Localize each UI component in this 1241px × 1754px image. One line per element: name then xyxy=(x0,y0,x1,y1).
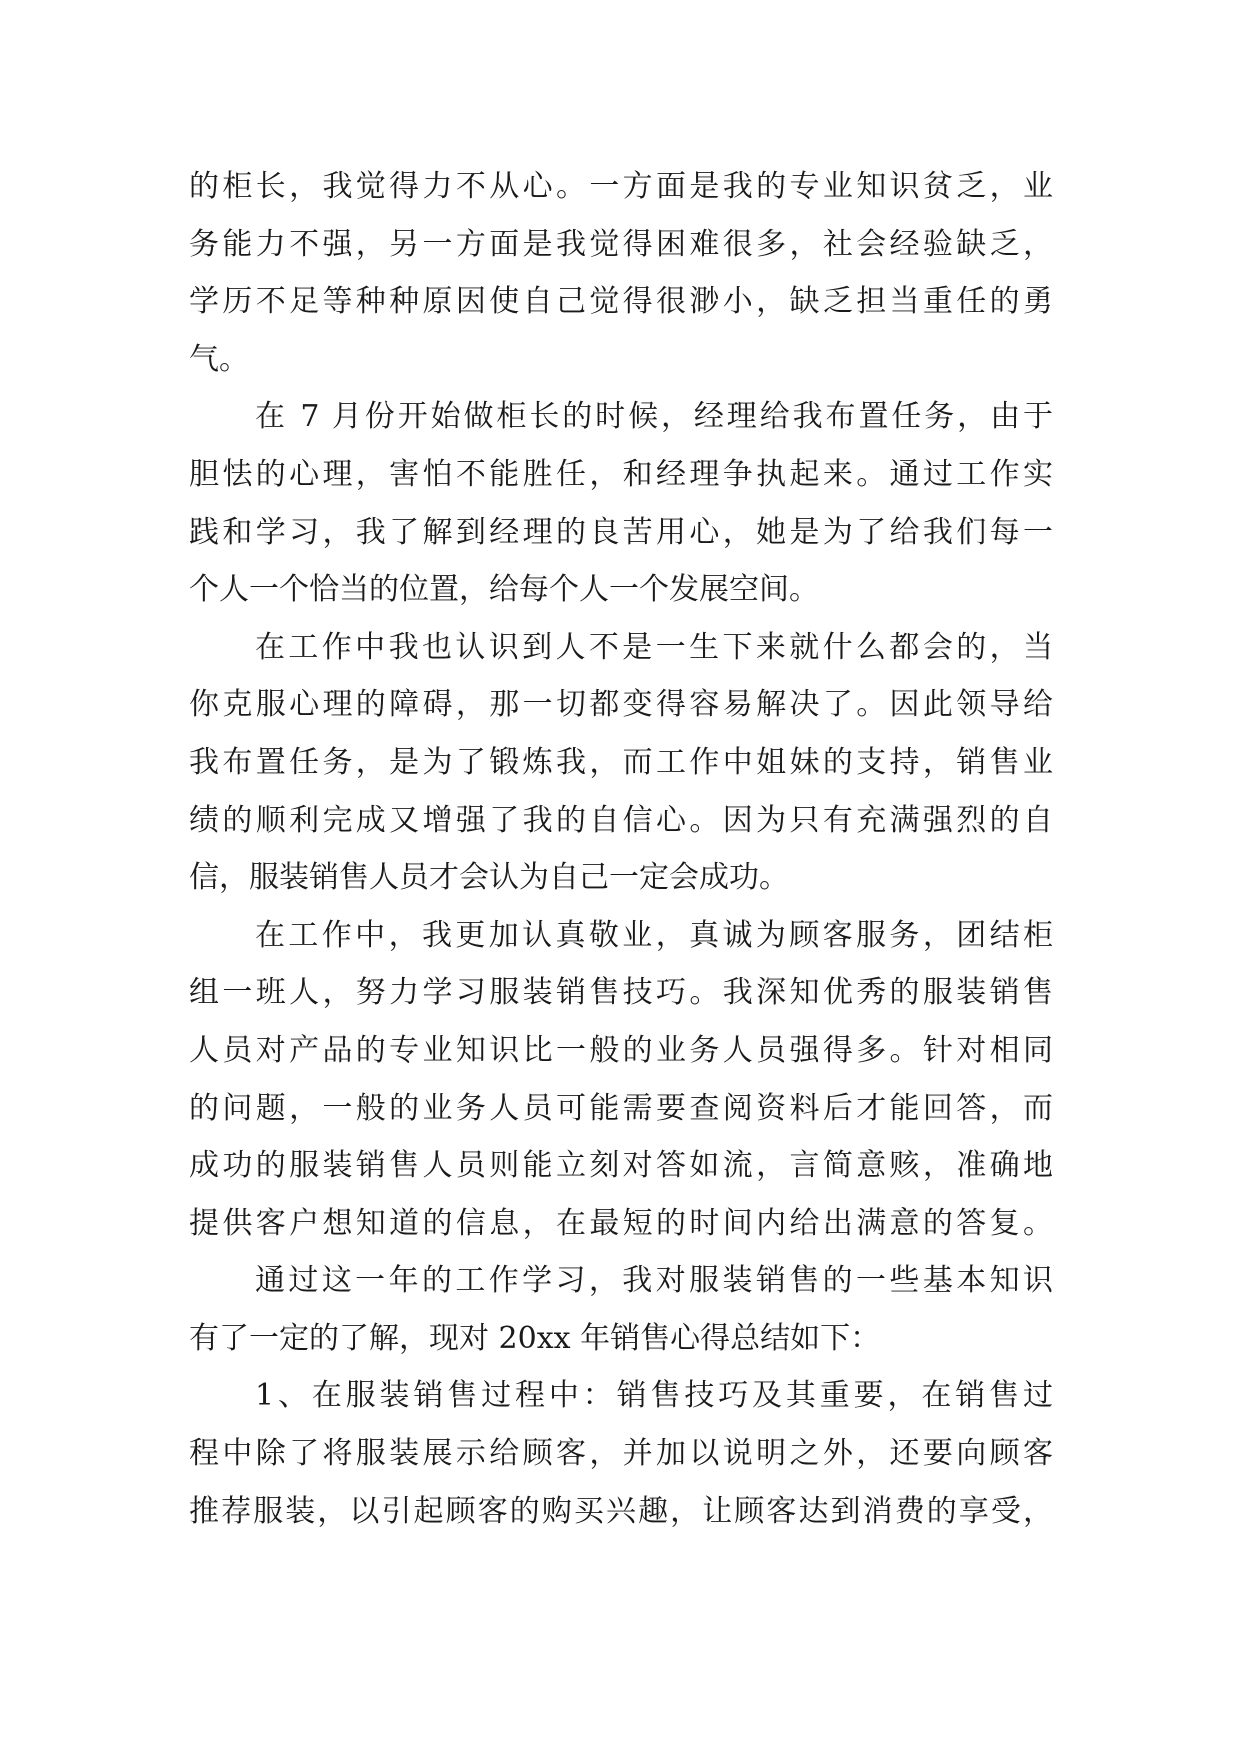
text-line: 程中除了将服装展示给顾客，并加以说明之外，还要向顾客 xyxy=(189,1436,1053,1472)
text-line: 信，服装销售人员才会认为自己一定会成功。 xyxy=(189,860,789,896)
text-line: 践和学习，我了解到经理的良苦用心，她是为了给我们每一 xyxy=(189,514,1053,550)
text-line: 在工作中我也认识到人不是一生下来就什么都会的，当 xyxy=(255,629,1053,665)
text-line: 1、在服装销售过程中：销售技巧及其重要，在销售过 xyxy=(255,1378,1053,1414)
text-line: 绩的顺利完成又增强了我的自信心。因为只有充满强烈的自 xyxy=(189,802,1053,838)
text-line: 学历不足等种种原因使自己觉得很渺小，缺乏担当重任的勇 xyxy=(189,284,1053,320)
text-line: 的柜长，我觉得力不从心。一方面是我的专业知识贫乏，业 xyxy=(189,169,1053,204)
text-line: 组一班人，努力学习服装销售技巧。我深知优秀的服装销售 xyxy=(189,975,1053,1011)
text-line: 提供客户想知道的信息，在最短的时间内给出满意的答复。 xyxy=(189,1205,1053,1241)
text-line: 在工作中，我更加认真敬业，真诚为顾客服务，团结柜 xyxy=(255,917,1053,953)
text-line: 通过这一年的工作学习，我对服装销售的一些基本知识 xyxy=(255,1263,1053,1299)
text-line: 你克服心理的障碍，那一切都变得容易解决了。因此领导给 xyxy=(189,687,1053,723)
document-body xyxy=(189,158,1053,1540)
text-line: 气。 xyxy=(189,341,249,377)
text-line: 人员对产品的专业知识比一般的业务人员强得多。针对相同 xyxy=(189,1032,1053,1068)
text-line: 的问题，一般的业务人员可能需要查阅资料后才能回答，而 xyxy=(189,1090,1053,1126)
text-line: 推荐服装，以引起顾客的购买兴趣，让顾客达到消费的享受， xyxy=(189,1493,1053,1529)
text-line: 胆怯的心理，害怕不能胜任，和经理争执起来。通过工作实 xyxy=(189,456,1053,492)
text-line: 在 7 月份开始做柜长的时候，经理给我布置任务，由于 xyxy=(255,399,1053,435)
text-line: 有了一定的了解，现对 20xx 年销售心得总结如下： xyxy=(189,1320,881,1356)
text-line: 务能力不强，另一方面是我觉得困难很多，社会经验缺乏， xyxy=(189,226,1053,262)
text-line: 个人一个恰当的位置，给每个人一个发展空间。 xyxy=(189,572,819,608)
text-line: 成功的服装销售人员则能立刻对答如流，言简意赅，准确地 xyxy=(189,1148,1053,1184)
text-line: 我布置任务，是为了锻炼我，而工作中姐妹的支持，销售业 xyxy=(189,744,1053,780)
